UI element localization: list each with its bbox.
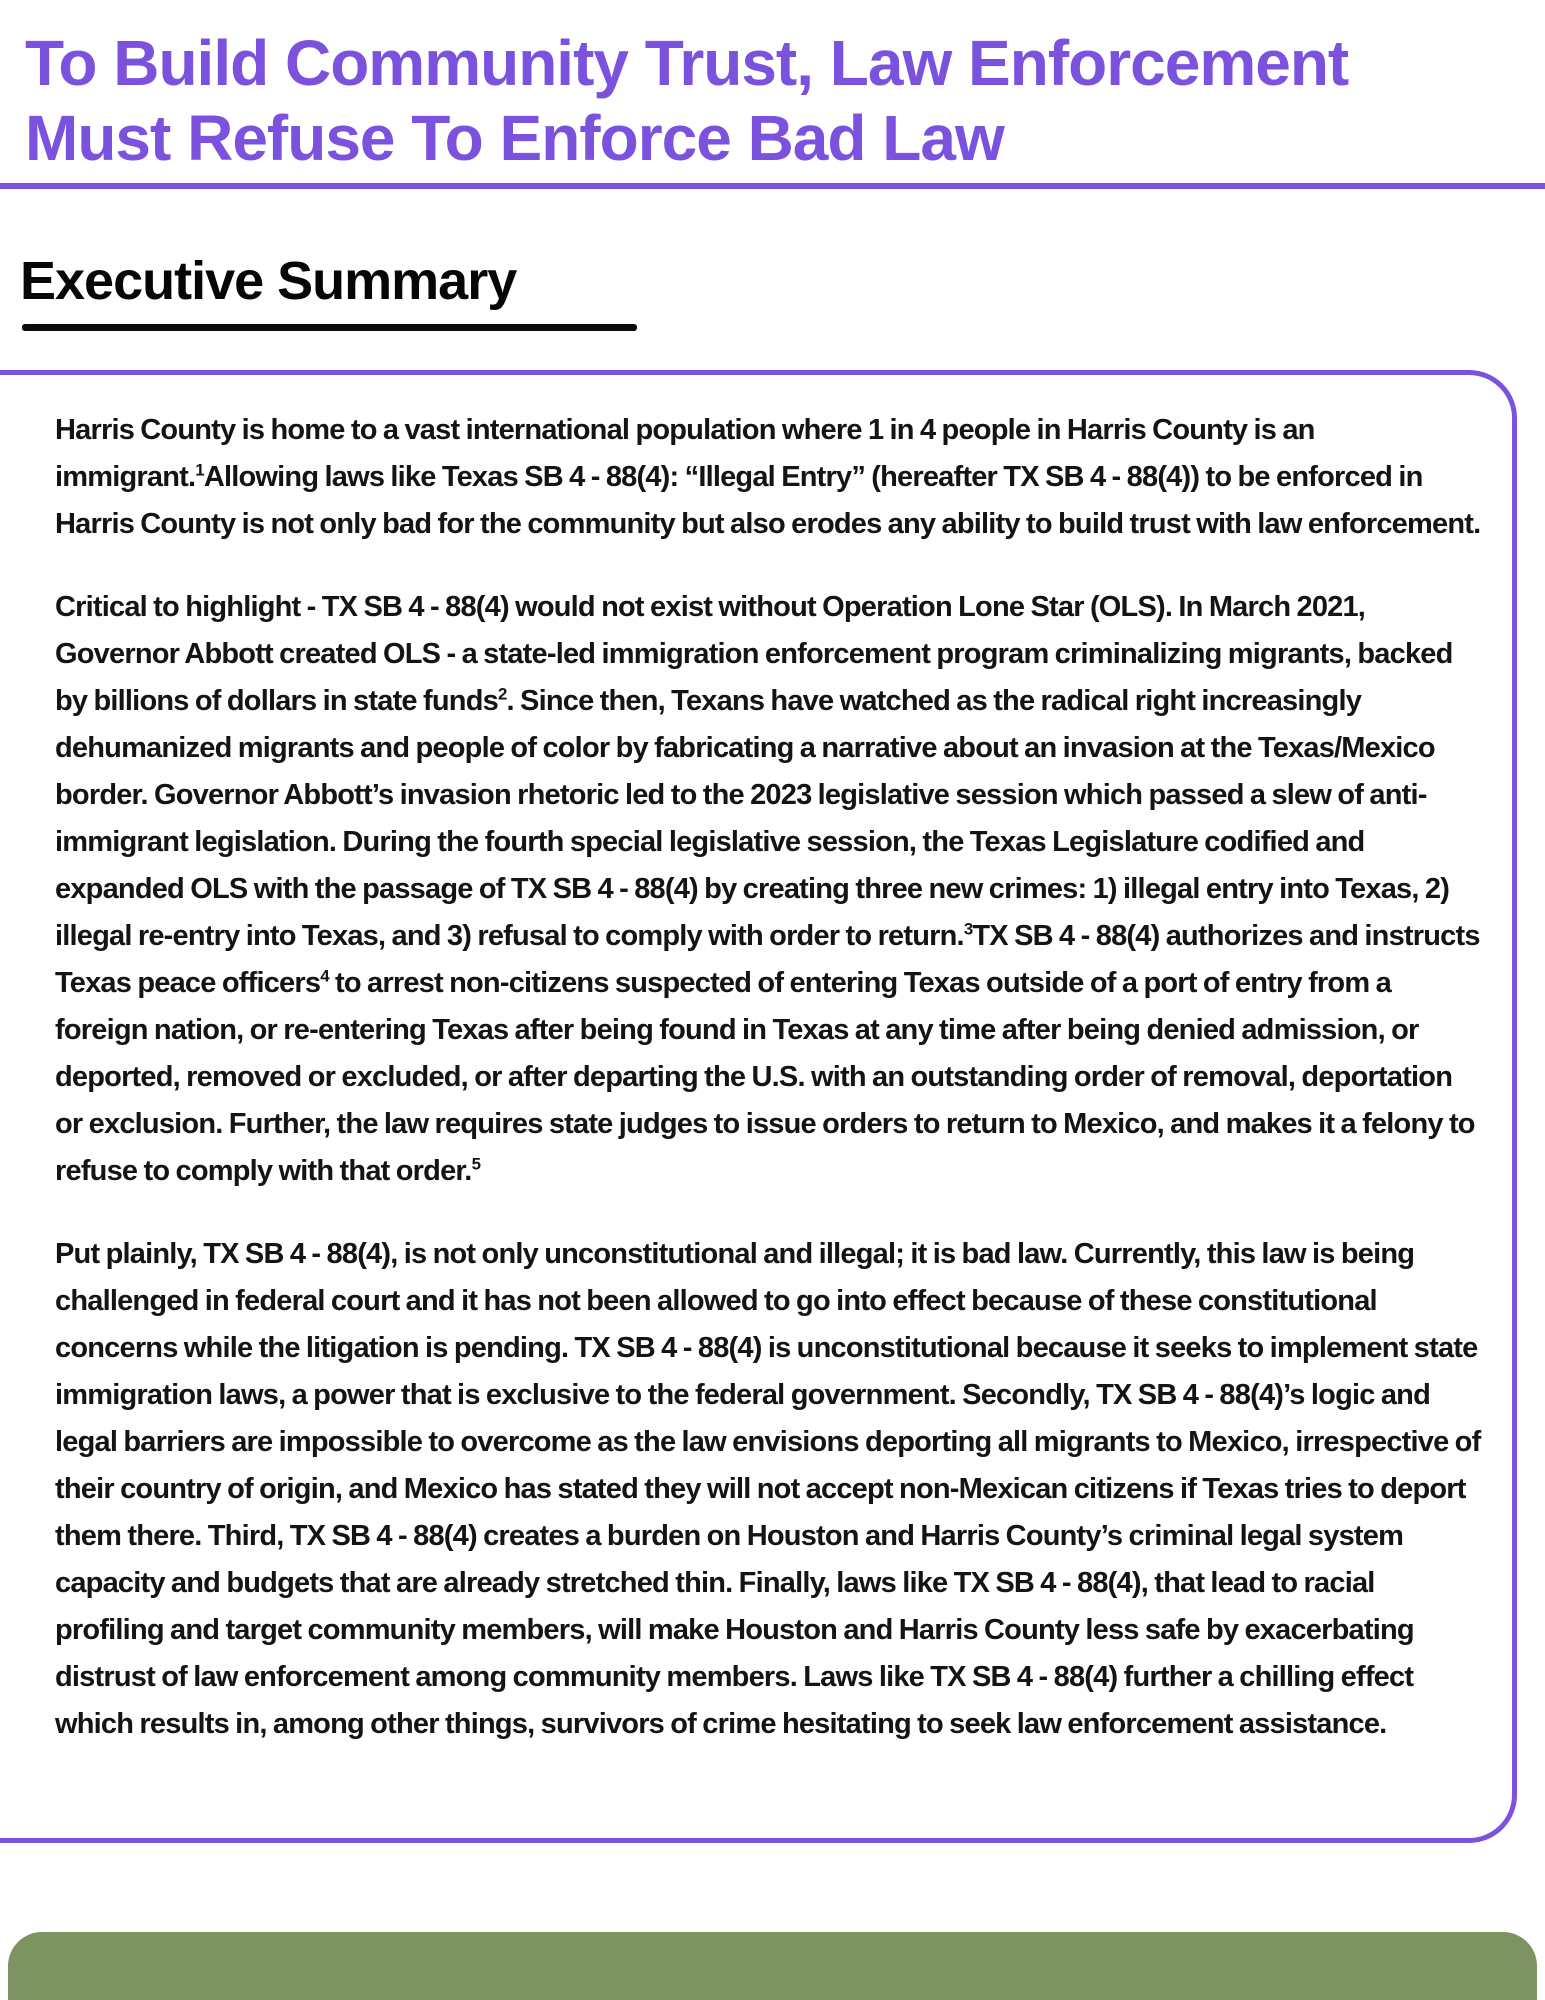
- section-heading: Executive Summary: [20, 250, 517, 311]
- title-divider-rule: [0, 183, 1545, 189]
- summary-paragraph: Put plainly, TX SB 4 - 88(4), is not only unconstitutional and illegal; it is bad law. Currently, this law is being challenged in federal court and it has not been allowed to go into effect because of these constitutional concerns while the litigation is pending. TX SB 4 - 88(4) is unconstitutional because it seeks to implement state immigration laws, a power that is exclusive to the federal government. Secondly, TX SB 4 - 88(4)’s logic and legal barriers are impossible to overcome as the law envisions deporting all migrants to Mexico, irrespective of their country of origin, and Mexico has stated they will not accept non-Mexican citizens if Texas tries to deport them there. Third, TX SB 4 - 88(4) creates a burden on Houston and Harris County’s criminal legal system capacity and budgets that are already stretched thin. Finally, laws like TX SB 4 - 88(4), that lead to racial profiling and target community members, will make Houston and Harris County less safe by exacerbating distrust of law enforcement among community members. Laws like TX SB 4 - 88(4) further a chilling effect which results in, among other things, survivors of crime hesitating to seek law enforcement assistance.: [55, 1238, 1481, 1740]
- page-title: [25, 26, 1545, 176]
- footer-band: [8, 1932, 1537, 2000]
- section-heading-underline: [22, 324, 637, 331]
- page-title-line-1: To Build Community Trust, Law Enforcement: [25, 27, 1349, 99]
- footnote-ref: 4: [320, 966, 329, 986]
- footnote-ref: 2: [497, 684, 507, 704]
- page-title-line-2: Must Refuse To Enforce Bad Law: [25, 101, 1004, 174]
- footnote-ref: 3: [963, 919, 973, 939]
- summary-paragraphs: [0, 375, 1512, 1748]
- footnote-ref: 5: [471, 1154, 481, 1174]
- summary-paragraph: Critical to highlight - TX SB 4 - 88(4) would not exist without Operation Lone Star (OLS). In March 2021, Governor Abbott created OLS - a state-led immigration enforcement program criminalizing migrants, backed by billions of dollars in state funds$^2$. Since then, Texans have watched as the radical right increasingly dehumanized migrants and people of color by fabricating a narrative about an invasion at the Texas/Mexico border. Governor Abbott’s invasion rhetoric led to the 2023 legislative session which passed a slew of anti-immigrant legislation. During the fourth special legislative session, the Texas Legislature codified and expanded OLS with the passage of TX SB 4 - 88(4) by creating three new crimes: 1) illegal entry into Texas, 2) illegal re-entry into Texas, and 3) refusal to comply with order to return.$^3$TX SB 4 - 88(4) authorizes and instructs Texas peace officers$^4$ to arrest non-citizens suspected of entering Texas outside of a port of entry from a foreign nation, or re-entering Texas after being found in Texas at any time after being denied admission, or deported, removed or excluded, or after departing the U.S. with an outstanding order of removal, deportation or exclusion. Further, the law requires state judges to issue orders to return to Mexico, and makes it a felony to refuse to comply with that order.$^5$: [55, 591, 1480, 1187]
- summary-paragraph: Harris County is home to a vast international population where 1 in 4 people in Harris County is an immigrant.$^1$Allowing laws like Texas SB 4 - 88(4): “Illegal Entry” (hereafter TX SB 4 - 88(4)) to be enforced in Harris County is not only bad for the community but also erodes any ability to build trust with law enforcement.: [55, 414, 1481, 540]
- footnote-ref: 1: [195, 460, 204, 480]
- executive-summary-box: [0, 370, 1517, 1843]
